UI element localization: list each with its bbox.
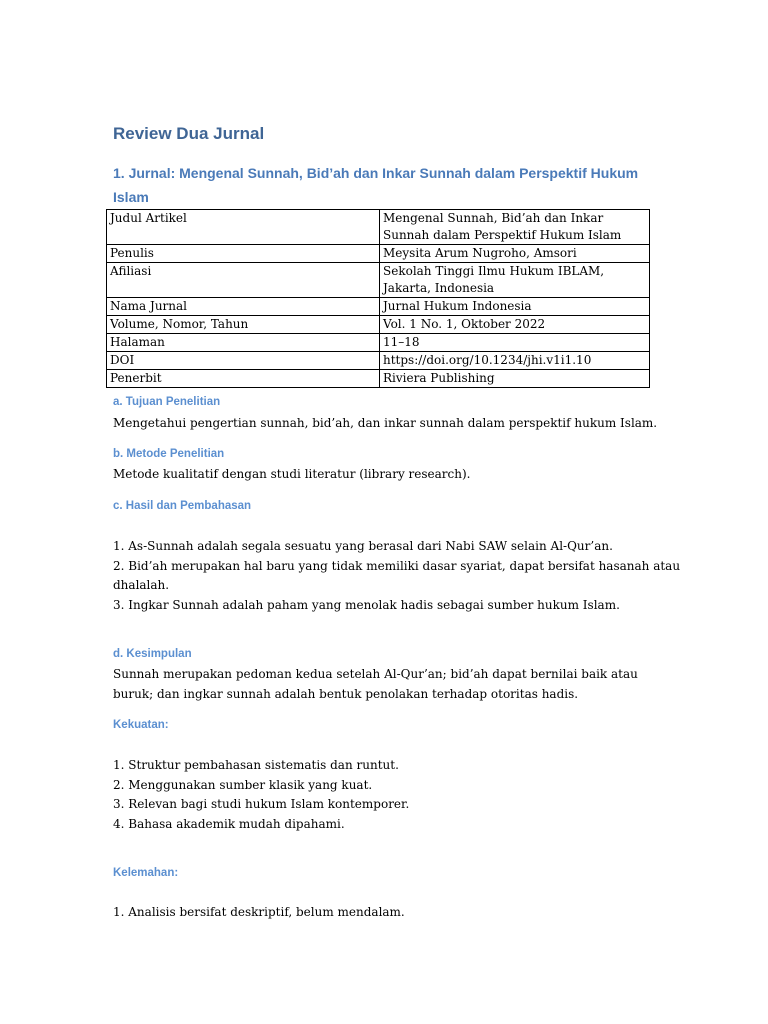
table-cell-label: DOI bbox=[107, 352, 380, 370]
list-item: 4. Bahasa akademik mudah dipahami. bbox=[113, 816, 345, 831]
section-heading-metode: b. Metode Penelitian bbox=[113, 448, 225, 460]
section-text-metode bbox=[113, 465, 655, 485]
list-item: 2. Bid’ah merupakan hal baru yang tidak memiliki dasar syariat, dapat bersifat hasanah atau bbox=[113, 558, 681, 573]
section-heading-kesimpulan: d. Kesimpulan bbox=[113, 648, 192, 660]
section-text-hasil bbox=[113, 537, 681, 615]
paragraph-line: Metode kualitatif dengan studi literatur (library research). bbox=[113, 467, 471, 481]
list-kelemahan bbox=[113, 903, 655, 923]
table-cell-label: Penerbit bbox=[107, 370, 380, 388]
section-text-tujuan bbox=[113, 414, 658, 434]
table-cell-value: https://doi.org/10.1234/jhi.v1i1.10 bbox=[380, 352, 650, 370]
table-cell-label: Penulis bbox=[107, 245, 380, 263]
table-cell-label: Nama Jurnal bbox=[107, 298, 380, 316]
table-row bbox=[107, 334, 650, 352]
table-cell-label: Volume, Nomor, Tahun bbox=[107, 316, 380, 334]
table-cell-value: 11–18 bbox=[380, 334, 650, 352]
section-heading-kekuatan: Kekuatan: bbox=[113, 719, 169, 731]
table-cell-label: Halaman bbox=[107, 334, 380, 352]
list-item-continuation: dhalalah. bbox=[113, 578, 170, 592]
list-item: 3. Ingkar Sunnah adalah paham yang menolak hadis sebagai sumber hukum Islam. bbox=[113, 597, 620, 612]
paragraph-line: buruk; dan ingkar sunnah adalah bentuk penolakan terhadap otoritas hadis. bbox=[113, 686, 579, 701]
list-item: 2. Menggunakan sumber klasik yang kuat. bbox=[113, 777, 373, 792]
table-row bbox=[107, 298, 650, 316]
document-title: Review Dua Jurnal bbox=[113, 124, 265, 143]
paragraph-line: Mengetahui pengertian sunnah, bid’ah, dan inkar sunnah dalam perspektif hukum Islam. bbox=[113, 416, 658, 430]
table-cell-label: Judul Artikel bbox=[107, 210, 380, 245]
paragraph-line: Sunnah merupakan pedoman kedua setelah Al-Qur’an; bid’ah dapat bernilai baik atau bbox=[113, 667, 638, 681]
table-cell-value: Sekolah Tinggi Ilmu Hukum IBLAM, Jakarta, Indonesia bbox=[380, 263, 650, 298]
table-row bbox=[107, 263, 650, 298]
article-info-table bbox=[106, 209, 650, 388]
section-text-kesimpulan bbox=[113, 665, 655, 704]
table-row bbox=[107, 210, 650, 245]
table-cell-value: Mengenal Sunnah, Bid’ah dan Inkar Sunnah dalam Perspektif Hukum Islam bbox=[380, 210, 650, 245]
list-item: 1. As-Sunnah adalah segala sesuatu yang berasal dari Nabi SAW selain Al-Qur’an. bbox=[113, 539, 613, 553]
table-cell-value: Jurnal Hukum Indonesia bbox=[380, 298, 650, 316]
table-cell-value: Vol. 1 No. 1, Oktober 2022 bbox=[380, 316, 650, 334]
table-row bbox=[107, 370, 650, 388]
table-cell-value: Meysita Arum Nugroho, Amsori bbox=[380, 245, 650, 263]
table-cell-label: Afiliasi bbox=[107, 263, 380, 298]
table-row bbox=[107, 352, 650, 370]
list-item: 1. Analisis bersifat deskriptif, belum mendalam. bbox=[113, 905, 405, 919]
journal-heading: 1. Jurnal: Mengenal Sunnah, Bid’ah dan Inkar Sunnah dalam Perspektif Hukum Islam bbox=[113, 165, 639, 205]
list-item: 1. Struktur pembahasan sistematis dan runtut. bbox=[113, 758, 399, 772]
table-row bbox=[107, 316, 650, 334]
list-kekuatan bbox=[113, 756, 655, 834]
section-heading-kelemahan: Kelemahan: bbox=[113, 867, 179, 879]
table-cell-value: Riviera Publishing bbox=[380, 370, 650, 388]
section-heading-hasil: c. Hasil dan Pembahasan bbox=[113, 500, 252, 512]
table-row bbox=[107, 245, 650, 263]
section-heading-tujuan: a. Tujuan Penelitian bbox=[113, 396, 221, 408]
list-item: 3. Relevan bagi studi hukum Islam kontemporer. bbox=[113, 797, 410, 811]
